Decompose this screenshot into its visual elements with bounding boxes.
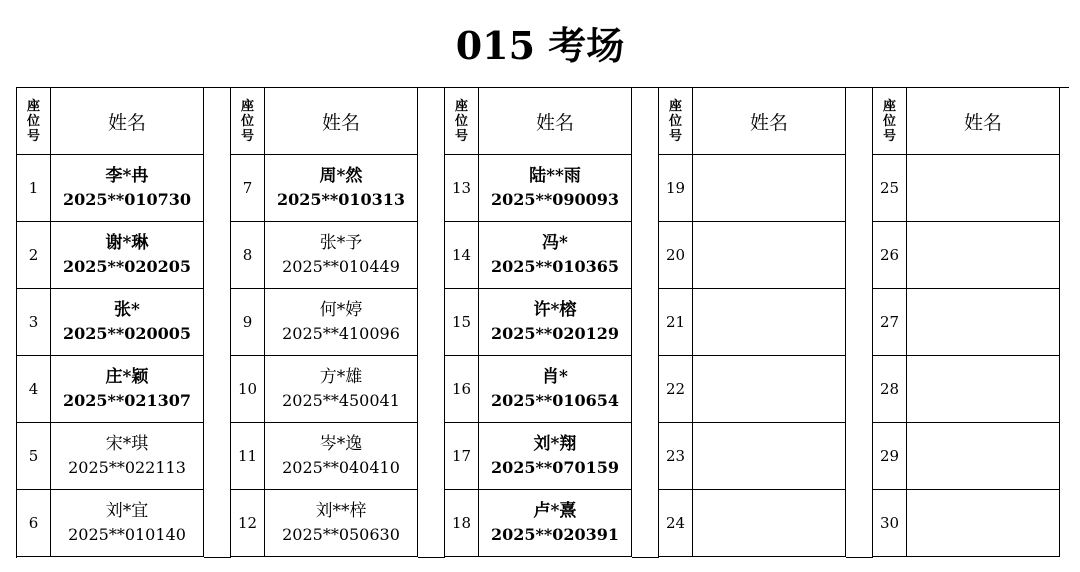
header-seat-char: 位 xyxy=(26,113,40,129)
student-id: 2025**070159 xyxy=(490,458,620,477)
student-cell xyxy=(51,490,204,557)
seat-number-cell: 30 xyxy=(873,490,907,557)
student-name: 张* xyxy=(114,300,140,320)
seat-number-cell: 27 xyxy=(873,289,907,356)
student-cell xyxy=(265,155,418,222)
student-cell xyxy=(693,222,846,289)
student-id: 2025**040410 xyxy=(282,458,400,477)
header-seat-char: 位 xyxy=(882,113,896,129)
student-id: 2025**022113 xyxy=(68,458,186,477)
header-name: 姓名 xyxy=(907,88,1060,155)
student-name: 肖* xyxy=(542,367,568,387)
seat-number-cell: 7 xyxy=(231,155,265,222)
student-cell xyxy=(265,423,418,490)
student-id: 2025**450041 xyxy=(282,391,400,410)
header-seat-char: 座 xyxy=(454,98,468,114)
header-name: 姓名 xyxy=(51,88,204,155)
student-cell xyxy=(265,356,418,423)
student-cell xyxy=(693,289,846,356)
seat-number-cell: 2 xyxy=(17,222,51,289)
header-seat-number xyxy=(659,88,693,155)
header-name: 姓名 xyxy=(693,88,846,155)
student-name: 李*冉 xyxy=(105,166,149,186)
header-seat-char: 座 xyxy=(26,98,40,114)
student-cell xyxy=(51,222,204,289)
header-seat-number xyxy=(873,88,907,155)
student-name: 陆**雨 xyxy=(529,166,581,186)
student-cell xyxy=(479,289,632,356)
header-name: 姓名 xyxy=(479,88,632,155)
student-name: 庄*颖 xyxy=(105,367,149,387)
student-cell xyxy=(265,289,418,356)
student-cell xyxy=(51,155,204,222)
student-cell xyxy=(693,490,846,557)
student-name: 张*予 xyxy=(319,233,363,253)
seat-number-cell: 10 xyxy=(231,356,265,423)
student-id: 2025**020005 xyxy=(62,324,192,343)
student-name: 冯* xyxy=(542,233,568,253)
seat-number-cell: 14 xyxy=(445,222,479,289)
header-seat-char: 位 xyxy=(240,113,254,129)
student-name: 方*雄 xyxy=(319,367,363,387)
seat-number-cell: 25 xyxy=(873,155,907,222)
student-cell xyxy=(479,423,632,490)
column-gap xyxy=(418,88,445,558)
seat-number-cell: 20 xyxy=(659,222,693,289)
student-cell xyxy=(479,222,632,289)
seat-number-cell: 18 xyxy=(445,490,479,557)
student-name: 卢*熹 xyxy=(533,501,577,521)
header-seat-char: 位 xyxy=(454,113,468,129)
column-gap xyxy=(632,88,659,558)
student-cell xyxy=(693,423,846,490)
seat-number-cell: 23 xyxy=(659,423,693,490)
student-name: 周*然 xyxy=(319,166,363,186)
student-id: 2025**010730 xyxy=(62,190,192,209)
column-gap xyxy=(204,88,231,558)
student-cell xyxy=(907,222,1060,289)
seat-number-cell: 22 xyxy=(659,356,693,423)
student-name: 谢*琳 xyxy=(105,233,149,253)
student-cell xyxy=(479,356,632,423)
student-id: 2025**010654 xyxy=(490,391,620,410)
student-id: 2025**010140 xyxy=(68,525,186,544)
student-name: 何*婷 xyxy=(319,300,363,320)
seat-number-cell: 19 xyxy=(659,155,693,222)
header-seat-char: 位 xyxy=(668,113,682,129)
student-cell xyxy=(907,289,1060,356)
student-cell xyxy=(479,490,632,557)
student-cell xyxy=(265,490,418,557)
seat-number-cell: 21 xyxy=(659,289,693,356)
seat-number-cell: 6 xyxy=(17,490,51,557)
student-id: 2025**010449 xyxy=(282,257,400,276)
header-seat-char: 号 xyxy=(240,128,254,144)
student-cell xyxy=(907,155,1060,222)
seat-number-cell: 9 xyxy=(231,289,265,356)
student-cell xyxy=(907,356,1060,423)
header-seat-number xyxy=(445,88,479,155)
seating-table xyxy=(16,87,1069,558)
student-name: 宋*琪 xyxy=(105,434,149,454)
seat-number-cell: 13 xyxy=(445,155,479,222)
seat-number-cell: 12 xyxy=(231,490,265,557)
student-id: 2025**410096 xyxy=(282,324,400,343)
header-name: 姓名 xyxy=(265,88,418,155)
student-cell xyxy=(479,155,632,222)
student-id: 2025**050630 xyxy=(282,525,400,544)
seat-number-cell: 29 xyxy=(873,423,907,490)
seat-number-cell: 15 xyxy=(445,289,479,356)
student-cell xyxy=(51,289,204,356)
header-seat-number xyxy=(231,88,265,155)
column-gap xyxy=(846,88,873,558)
seat-number-cell: 4 xyxy=(17,356,51,423)
seat-number-cell: 28 xyxy=(873,356,907,423)
header-seat-char: 号 xyxy=(668,128,682,144)
student-cell xyxy=(907,490,1060,557)
seat-number-cell: 11 xyxy=(231,423,265,490)
student-id: 2025**021307 xyxy=(62,391,192,410)
student-cell xyxy=(265,222,418,289)
header-seat-char: 座 xyxy=(240,98,254,114)
seat-number-cell: 26 xyxy=(873,222,907,289)
seat-number-cell: 3 xyxy=(17,289,51,356)
student-id: 2025**010365 xyxy=(490,257,620,276)
student-name: 许*榕 xyxy=(533,300,577,320)
seat-number-cell: 5 xyxy=(17,423,51,490)
header-seat-char: 号 xyxy=(882,128,896,144)
header-seat-char: 号 xyxy=(26,128,40,144)
seat-number-cell: 8 xyxy=(231,222,265,289)
student-id: 2025**020129 xyxy=(490,324,620,343)
seat-number-cell: 1 xyxy=(17,155,51,222)
header-seat-char: 号 xyxy=(454,128,468,144)
student-id: 2025**090093 xyxy=(490,190,620,209)
student-cell xyxy=(51,423,204,490)
seat-number-cell: 16 xyxy=(445,356,479,423)
student-name: 岑*逸 xyxy=(319,434,363,454)
student-id: 2025**020391 xyxy=(490,525,620,544)
header-seat-char: 座 xyxy=(882,98,896,114)
student-cell xyxy=(693,356,846,423)
header-seat-number xyxy=(17,88,51,155)
student-name: 刘*翔 xyxy=(533,434,577,454)
student-cell xyxy=(693,155,846,222)
student-name: 刘**梓 xyxy=(315,501,367,521)
student-cell xyxy=(51,356,204,423)
header-seat-char: 座 xyxy=(668,98,682,114)
seat-number-cell: 24 xyxy=(659,490,693,557)
student-id: 2025**010313 xyxy=(276,190,406,209)
seat-number-cell: 17 xyxy=(445,423,479,490)
page-title: 015 考场 xyxy=(455,23,625,68)
student-cell xyxy=(907,423,1060,490)
student-name: 刘*宜 xyxy=(105,501,149,521)
student-id: 2025**020205 xyxy=(62,257,192,276)
